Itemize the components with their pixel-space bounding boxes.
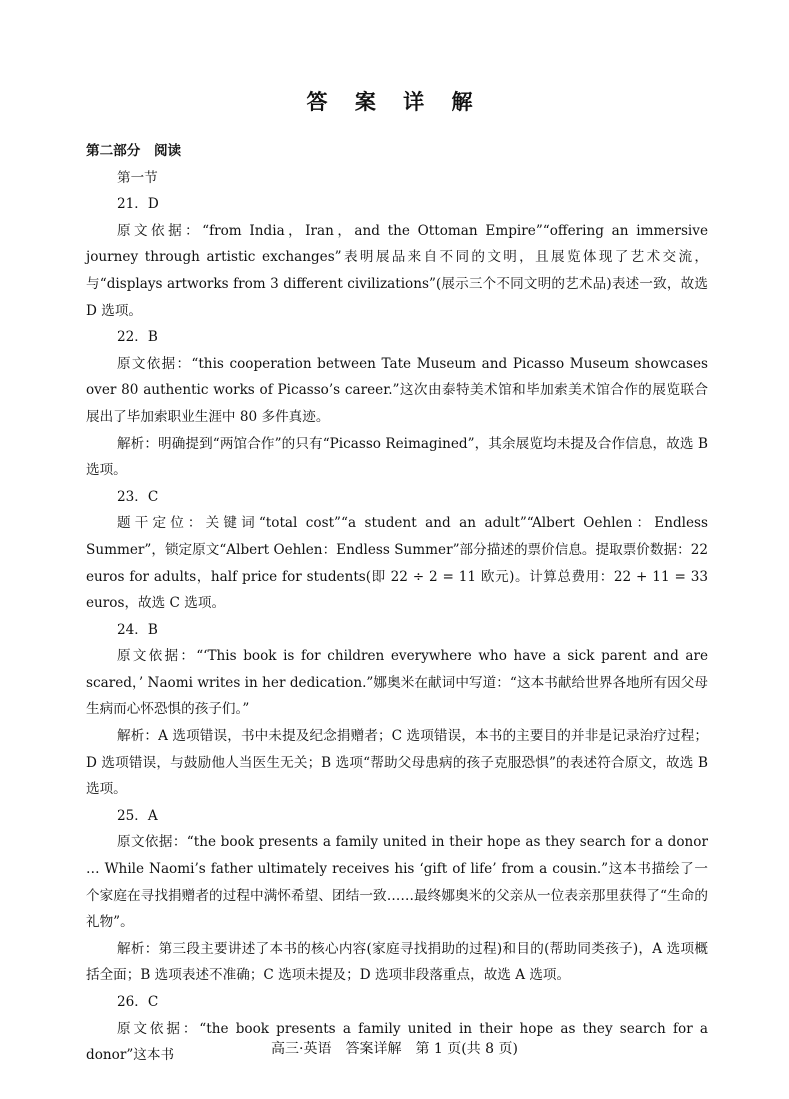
answer-paragraph: 题干定位：关键词“total cost”“a student and an adult”“Albert Oehlen：Endless Summer”，锁定原文“Albert Oehlen：Endless Summer”部分描述的票价信息。提取票价数据：22 euros for adults，half price for students(即 22 ÷ 2 = 11 欧元)。计算总费用：22 + 11 = 33 euros，故选 C 选项。 <box>86 515 708 612</box>
answer-number: 26．C <box>117 994 159 1010</box>
page-title: 答 案 详 解 <box>306 90 483 114</box>
answer-number: 22．B <box>117 329 158 346</box>
answer-item-25 <box>86 803 708 989</box>
answer-paragraph: 原文依据：“from India，Iran，and the Ottoman Empire”“offering an immersive journey through artistic exchanges”表明展品来自不同的文明，且展览体现了艺术交流，与“displays artworks from 3 different civilizations”(展示三个不同文明的艺术品)表述一致，故选 D 选项。 <box>86 222 708 319</box>
answer-number: 25．A <box>117 807 158 824</box>
answer-item-22 <box>86 324 708 484</box>
section-heading: 第二部分 阅读 <box>86 143 182 159</box>
page-footer: 高三·英语 答案详解 第 1 页(共 8 页) <box>271 1041 518 1057</box>
answer-content <box>86 138 708 1069</box>
answer-paragraph: 原文依据：“the book presents a family united in their hope as they search for a donor”这本书 <box>86 1020 708 1064</box>
answer-paragraph: 原文依据：“this cooperation between Tate Museum and Picasso Museum showcases over 80 authentic works of Picasso’s career.”这次由泰特美术馆和毕加索美术馆合作的展览联合展出了毕加索职业生涯中 80 多件真迹。 <box>86 355 708 425</box>
answer-item-24 <box>86 617 708 803</box>
answer-paragraph: 原文依据：“‘This book is for children everywhere who have a sick parent and are scared，’ Naomi writes in her dedication.”娜奥米在献词中写道：“这本书献给世界各地所有因父母生病而心怀恐惧的孩子们。” <box>86 648 708 718</box>
answer-number: 23．C <box>117 488 159 505</box>
answer-item-21 <box>86 191 708 324</box>
answer-number: 21．D <box>117 196 159 213</box>
answer-paragraph: 解析：第三段主要讲述了本书的核心内容(家庭寻找捐助的过程)和目的(帮助同类孩子)，A 选项概括全面；B 选项表述不准确；C 选项未提及；D 选项非段落重点，故选 A 选项。 <box>86 940 708 984</box>
answer-paragraph: 原文依据：“the book presents a family united in their hope as they search for a donor … While Naomi’s father ultimately receives his ‘gift of life’ from a cousin.”这本书描绘了一个家庭在寻找捐赠者的过程中满怀希望、团结一致……最终娜奥米的父亲从一位表亲那里获得了“生命的礼物”。 <box>86 834 708 931</box>
answer-item-23 <box>86 484 708 617</box>
subsection-heading: 第一节 <box>117 169 158 186</box>
answer-number: 24．B <box>117 621 158 638</box>
answer-paragraph: 解析：A 选项错误，书中未提及纪念捐赠者；C 选项错误，本书的主要目的并非是记录治疗过程；D 选项错误，与鼓励他人当医生无关；B 选项“帮助父母患病的孩子克服恐惧”的表述符合原文，故选 B 选项。 <box>86 728 708 798</box>
answer-paragraph: 解析：明确提到“两馆合作”的只有“Picasso Reimagined”，其余展览均未提及合作信息，故选 B 选项。 <box>86 435 708 479</box>
